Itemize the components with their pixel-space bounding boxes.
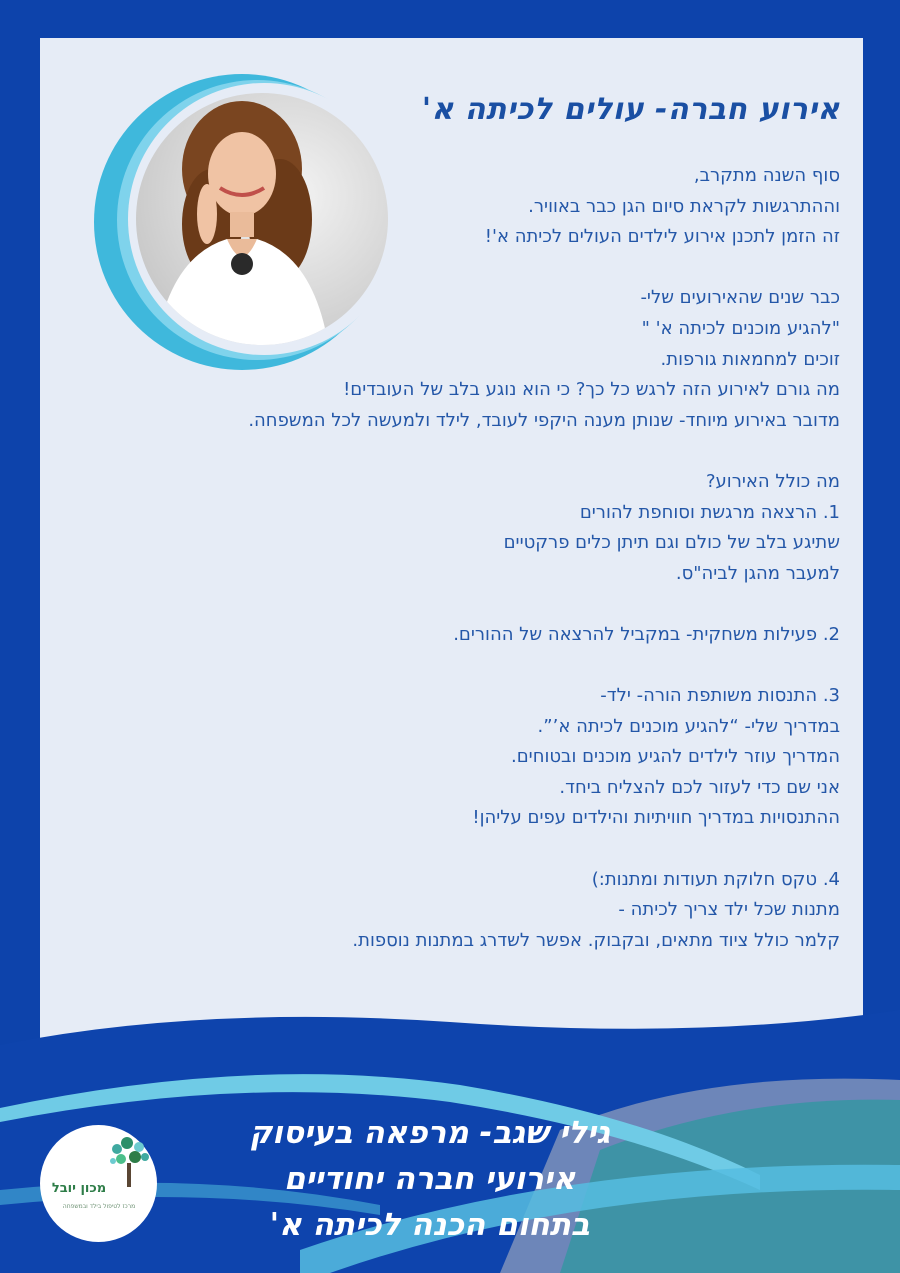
body-line: ההתנסויות במדריך חוויתיות והילדים עפים עליהן! (472, 807, 840, 829)
body-line: מה כולל האירוע? (705, 470, 840, 492)
body-line: כבר שנים שהאירועים שלי- (640, 287, 840, 309)
page-title: אירוע חברה- עולים לכיתה א' (421, 92, 840, 127)
body-line: שתיגע בלב של כולם וגם תיתן כלים פרקטיים (503, 532, 840, 554)
body-line: קלמר כולל ציוד מתאים, ובקבוק. אפשר לשדרג במתנות נוספות. (352, 929, 840, 951)
body-line: וההתרגשות לקראת סיום הגן כבר באוויר. (528, 195, 840, 217)
body-line: במדריך שלי- “להגיע מוכנים לכיתה א’”. (537, 715, 840, 737)
footer-line: גילי שגב- מרפאה בעיסוק (249, 1115, 610, 1151)
body-line: אני שם כדי לעזור לכם להצליח ביחד. (559, 776, 840, 798)
body-line: 2. פעילות משחקית- במקביל להרצאה של ההורים. (453, 623, 840, 645)
footer-text (249, 1110, 610, 1248)
footer-line: אירועי חברה יחודיים (283, 1161, 576, 1197)
body-line: "להגיע מוכנים לכיתה א' " (641, 317, 840, 339)
body-line: מתנות שכל ילד צריך לכיתה - (618, 899, 840, 921)
logo (40, 1125, 157, 1242)
logo-name: מכון יובל (51, 1181, 107, 1196)
footer-line: בתחום הכנה לכיתה א' (269, 1207, 590, 1243)
body-line: סוף השנה מתקרב, (693, 165, 840, 186)
body-line: זה הזמן לתכנן אירוע לילדים העולים לכיתה א'! (484, 226, 840, 248)
logo-subtitle: מרכז לטיפול בילד ובמשפחה (62, 1203, 136, 1210)
body-line: 4. טקס חלוקת תעודות ומתנות:) (591, 868, 840, 890)
body-line: 3. התנסות משותפת הורה- ילד- (600, 685, 840, 707)
body-line: זוכים למחמאות גורפות. (660, 348, 840, 370)
body-line: מה גורם לאירוע הזה לרגש כל כך? כי הוא נוגע בלב של העובדים! (343, 379, 840, 401)
body-line: למעבר מהגן לביה"ס. (675, 562, 840, 584)
body-line: מדובר באירוע מיוחד- שנותן מענה היקפי לעובד, לילד ולמעשה לכל המשפחה. (248, 409, 840, 431)
body-line: 1. הרצאה מרגשת וסוחפת להורים (579, 501, 840, 523)
tree-icon (107, 1135, 151, 1195)
body-line: המדריך עוזר לילדים להגיע מוכנים ובטוחים. (511, 746, 840, 768)
